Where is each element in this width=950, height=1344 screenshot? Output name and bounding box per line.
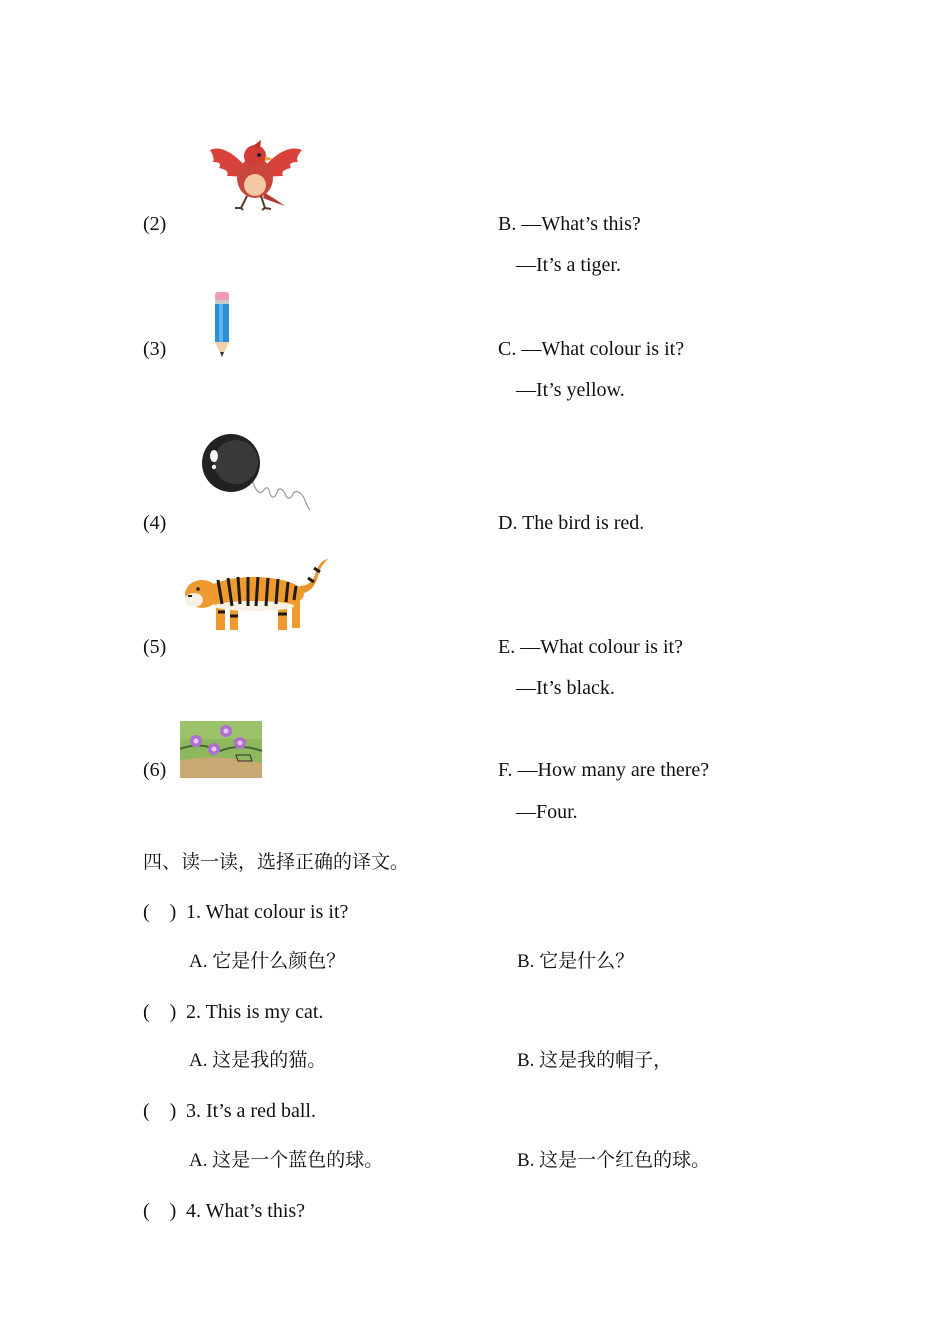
option-line: —How many are there?	[517, 759, 710, 781]
option-letter: C.	[498, 338, 517, 360]
option-b-answer: —It’s a tiger.	[516, 254, 621, 276]
question-3: 3. It’s a red ball.	[186, 1100, 316, 1122]
choice-2b[interactable]: B. 这是我的帽子，	[517, 1050, 673, 1071]
option-f-answer: —Four.	[516, 801, 578, 823]
option-letter: B.	[498, 213, 517, 235]
option-e-question	[498, 635, 683, 659]
option-b-question	[498, 212, 641, 236]
tiger-icon	[182, 556, 330, 640]
choice-1b[interactable]: B. 它是什么？	[517, 951, 635, 972]
option-line: —What’s this?	[521, 213, 641, 235]
option-d-statement	[498, 511, 644, 535]
question-1: 1. What colour is it?	[186, 901, 349, 923]
answer-blank-4[interactable]: ( )	[143, 1200, 177, 1222]
option-line: The bird is red.	[522, 512, 645, 534]
option-c-question	[498, 337, 684, 361]
section-heading: 四、读一读，选择正确的译文。	[143, 851, 410, 873]
ball-icon	[200, 432, 312, 512]
answer-blank-3[interactable]: ( )	[143, 1100, 177, 1122]
item-number-2: (2)	[143, 213, 167, 235]
choice-3a[interactable]: A. 这是一个蓝色的球。	[189, 1150, 384, 1171]
choice-1a[interactable]: A. 它是什么颜色？	[189, 951, 346, 972]
question-2: 2. This is my cat.	[186, 1001, 324, 1023]
choice-2a[interactable]: A. 这是我的猫。	[189, 1050, 327, 1071]
option-letter: F.	[498, 759, 513, 781]
choice-3b[interactable]: B. 这是一个红色的球。	[517, 1150, 711, 1171]
item-number-3: (3)	[143, 338, 167, 360]
question-4: 4. What’s this?	[186, 1200, 306, 1222]
bird-icon	[205, 138, 305, 213]
item-number-4: (4)	[143, 512, 167, 534]
option-e-answer: —It’s black.	[516, 677, 615, 699]
item-number-6: (6)	[143, 759, 167, 781]
option-line: —What colour is it?	[520, 636, 683, 658]
option-letter: E.	[498, 636, 516, 658]
item-number-5: (5)	[143, 636, 167, 658]
option-line: —What colour is it?	[521, 338, 685, 360]
answer-blank-2[interactable]: ( )	[143, 1001, 177, 1023]
flowers-icon	[180, 721, 262, 778]
answer-blank-1[interactable]: ( )	[143, 901, 177, 923]
pencil-icon	[212, 291, 232, 359]
option-letter: D.	[498, 512, 518, 534]
option-c-answer: —It’s yellow.	[516, 379, 625, 401]
option-f-question	[498, 758, 709, 782]
